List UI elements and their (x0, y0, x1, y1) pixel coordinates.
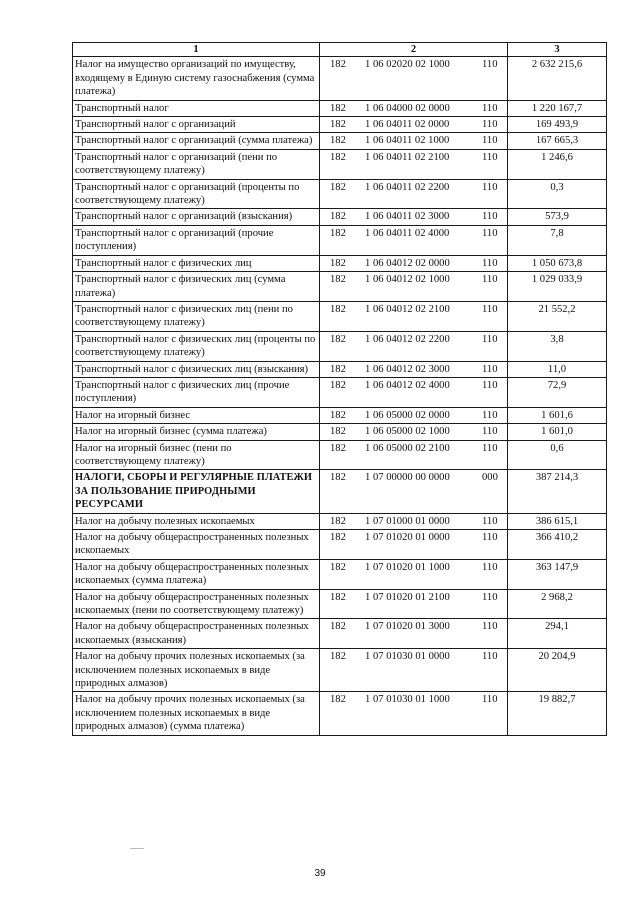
classification-code: 1 06 04011 02 2200 (365, 181, 450, 193)
revenue-name-cell: Налог на имущество организаций по имуществу, входящему в Единую систему газоснабжения (сумма платежа) (73, 57, 320, 100)
table-row (73, 649, 607, 692)
amount-cell: 7,8 (508, 225, 607, 255)
classification-code: 1 07 01020 01 0000 (365, 532, 450, 543)
column-header-2: 2 (320, 43, 508, 57)
table-row (73, 100, 607, 116)
subcode: 110 (482, 651, 498, 663)
budget-code-cell (320, 100, 508, 116)
budget-revenue-table (72, 42, 607, 736)
amount-cell: 0,3 (508, 179, 607, 209)
budget-code-cell (320, 530, 508, 560)
subcode: 110 (482, 102, 498, 114)
budget-code-cell (320, 692, 508, 735)
budget-code-cell (320, 589, 508, 619)
table-row (73, 179, 607, 209)
classification-code: 1 07 01030 01 0000 (365, 651, 450, 663)
amount-cell: 294,1 (508, 619, 607, 649)
budget-code-cell (320, 272, 508, 302)
revenue-name-cell: Транспортный налог с организаций (взыскания) (73, 209, 320, 225)
budget-code-cell (320, 619, 508, 649)
subcode: 110 (482, 426, 498, 438)
amount-cell: 20 204,9 (508, 649, 607, 692)
revenue-name-cell: Налог на добычу прочих полезных ископаемых (за исключением полезных ископаемых в виде природных алмазов) (73, 649, 320, 692)
amount-cell: 363 147,9 (508, 559, 607, 589)
classification-code: 1 06 04000 02 0000 (365, 102, 450, 114)
amount-cell: 72,9 (508, 377, 607, 407)
table-row (73, 692, 607, 735)
subcode: 110 (482, 257, 498, 269)
classification-code: 1 06 04012 02 2100 (365, 303, 450, 315)
amount-cell: 573,9 (508, 209, 607, 225)
classification-code: 1 06 05000 02 1000 (365, 426, 450, 438)
revenue-name-cell: Налог на добычу общераспространенных полезных ископаемых (73, 530, 320, 560)
amount-cell: 1 050 673,8 (508, 255, 607, 271)
subcode: 110 (482, 274, 498, 286)
table-row (73, 589, 607, 619)
revenue-name-cell: Налог на игорный бизнес (пени по соответствующему платежу) (73, 440, 320, 470)
subcode: 110 (482, 694, 498, 706)
budget-code-cell (320, 179, 508, 209)
subcode: 110 (482, 515, 498, 527)
amount-cell: 1 220 167,7 (508, 100, 607, 116)
classification-code: 1 07 01020 01 2100 (365, 591, 450, 603)
revenue-name-cell: Транспортный налог с физических лиц (сумма платежа) (73, 272, 320, 302)
budget-code-cell (320, 149, 508, 179)
budget-code-cell (320, 649, 508, 692)
classification-code: 1 07 01030 01 1000 (365, 694, 450, 706)
amount-cell: 2 968,2 (508, 589, 607, 619)
revenue-name-cell: Налог на добычу общераспространенных полезных ископаемых (взыскания) (73, 619, 320, 649)
budget-code-cell (320, 513, 508, 529)
subcode: 110 (482, 119, 498, 131)
classification-code: 1 06 02020 02 1000 (365, 59, 450, 71)
table-row (73, 57, 607, 100)
revenue-name-cell: Транспортный налог с организаций (прочие поступления) (73, 225, 320, 255)
table-row (73, 619, 607, 649)
administrator-code: 182 (330, 257, 346, 269)
budget-code-cell (320, 209, 508, 225)
administrator-code: 182 (330, 151, 346, 163)
amount-cell: 1 246,6 (508, 149, 607, 179)
revenue-name-cell: Транспортный налог с организаций (проценты по соответствующему платежу) (73, 179, 320, 209)
amount-cell: 3,8 (508, 331, 607, 361)
administrator-code: 182 (330, 135, 346, 147)
administrator-code: 182 (330, 532, 346, 543)
table-row (73, 149, 607, 179)
revenue-name-cell: Налог на добычу прочих полезных ископаемых (за исключением полезных ископаемых в виде природных алмазов) (сумма платежа) (73, 692, 320, 735)
budget-code-cell (320, 424, 508, 440)
revenue-name-cell: Налог на игорный бизнес (сумма платежа) (73, 424, 320, 440)
subcode: 110 (482, 135, 498, 147)
subcode: 110 (482, 409, 498, 421)
administrator-code: 182 (330, 426, 346, 438)
table-row (73, 301, 607, 331)
administrator-code: 182 (330, 379, 346, 391)
budget-code-cell (320, 331, 508, 361)
classification-code: 1 06 04011 02 2100 (365, 151, 450, 163)
revenue-name-cell: Транспортный налог с физических лиц (пени по соответствующему платежу) (73, 301, 320, 331)
subcode: 110 (482, 303, 498, 315)
revenue-name-cell: Транспортный налог с организаций (пени по соответствующему платежу) (73, 149, 320, 179)
budget-code-cell (320, 407, 508, 423)
subcode: 110 (482, 59, 498, 71)
subcode: 110 (482, 532, 498, 543)
revenue-name-cell: Налог на добычу общераспространенных полезных ископаемых (сумма платежа) (73, 559, 320, 589)
column-header-3: 3 (508, 43, 607, 57)
subcode: 110 (482, 379, 498, 391)
administrator-code: 182 (330, 303, 346, 315)
revenue-name-cell: Транспортный налог (73, 100, 320, 116)
revenue-name-cell: Транспортный налог с физических лиц (73, 255, 320, 271)
column-header-1: 1 (73, 43, 320, 57)
amount-cell: 386 615,1 (508, 513, 607, 529)
table-row (73, 440, 607, 470)
administrator-code: 182 (330, 515, 346, 527)
revenue-name-cell: Транспортный налог с организаций (73, 117, 320, 133)
amount-cell: 169 493,9 (508, 117, 607, 133)
budget-code-cell (320, 117, 508, 133)
budget-code-cell (320, 377, 508, 407)
classification-code: 1 06 04011 02 1000 (365, 135, 450, 147)
revenue-name-cell: Транспортный налог с физических лиц (взыскания) (73, 361, 320, 377)
table-row (73, 470, 607, 513)
classification-code: 1 06 04011 02 4000 (365, 227, 450, 239)
classification-code: 1 06 04011 02 3000 (365, 211, 450, 223)
subcode: 110 (482, 621, 498, 633)
table-row (73, 530, 607, 560)
amount-cell: 1 601,6 (508, 407, 607, 423)
table-row (73, 559, 607, 589)
administrator-code: 182 (330, 694, 346, 706)
classification-code: 1 06 04012 02 3000 (365, 363, 450, 375)
table-body (73, 57, 607, 735)
table-row (73, 377, 607, 407)
classification-code: 1 06 04011 02 0000 (365, 119, 450, 131)
classification-code: 1 07 01020 01 3000 (365, 621, 450, 633)
subcode: 110 (482, 227, 498, 239)
budget-code-cell (320, 440, 508, 470)
budget-code-cell (320, 57, 508, 100)
amount-cell: 2 632 215,6 (508, 57, 607, 100)
table-row (73, 331, 607, 361)
classification-code: 1 07 01000 01 0000 (365, 515, 450, 527)
revenue-name-cell: Транспортный налог с физических лиц (проценты по соответствующему платежу) (73, 331, 320, 361)
revenue-name-cell: Налог на игорный бизнес (73, 407, 320, 423)
revenue-name-cell: Налог на добычу общераспространенных полезных ископаемых (пени по соответствующему платежу) (73, 589, 320, 619)
classification-code: 1 06 04012 02 2200 (365, 333, 450, 345)
revenue-name-cell: Транспортный налог с физических лиц (прочие поступления) (73, 377, 320, 407)
subcode: 110 (482, 211, 498, 223)
administrator-code: 182 (330, 591, 346, 603)
subcode: 110 (482, 181, 498, 193)
administrator-code: 182 (330, 119, 346, 131)
administrator-code: 182 (330, 651, 346, 663)
subcode: 110 (482, 363, 498, 375)
table-row (73, 361, 607, 377)
table-row (73, 255, 607, 271)
administrator-code: 182 (330, 59, 346, 71)
classification-code: 1 07 01020 01 1000 (365, 561, 450, 573)
classification-code: 1 06 04012 02 4000 (365, 379, 450, 391)
budget-code-cell (320, 361, 508, 377)
classification-code: 1 06 04012 02 1000 (365, 274, 450, 286)
amount-cell: 1 601,0 (508, 424, 607, 440)
revenue-name-cell: Транспортный налог с организаций (сумма платежа) (73, 133, 320, 149)
amount-cell: 21 552,2 (508, 301, 607, 331)
table-row (73, 407, 607, 423)
budget-code-cell (320, 133, 508, 149)
administrator-code: 182 (330, 333, 346, 345)
subcode: 110 (482, 442, 498, 454)
administrator-code: 182 (330, 472, 346, 484)
budget-code-cell (320, 470, 508, 513)
table-row (73, 513, 607, 529)
classification-code: 1 06 05000 02 0000 (365, 409, 450, 421)
administrator-code: 182 (330, 561, 346, 573)
classification-code: 1 06 05000 02 2100 (365, 442, 450, 454)
amount-cell: 167 665,3 (508, 133, 607, 149)
table-row (73, 225, 607, 255)
revenue-name-cell: НАЛОГИ, СБОРЫ И РЕГУЛЯРНЫЕ ПЛАТЕЖИ ЗА ПОЛЬЗОВАНИЕ ПРИРОДНЫМИ РЕСУРСАМИ (73, 470, 320, 513)
budget-code-cell (320, 255, 508, 271)
administrator-code: 182 (330, 621, 346, 633)
administrator-code: 182 (330, 274, 346, 286)
table-row (73, 117, 607, 133)
subcode: 110 (482, 333, 498, 345)
table-row (73, 272, 607, 302)
subcode: 000 (482, 472, 498, 484)
classification-code: 1 06 04012 02 0000 (365, 257, 450, 269)
table-row (73, 133, 607, 149)
administrator-code: 182 (330, 442, 346, 454)
table-row (73, 424, 607, 440)
amount-cell: 387 214,3 (508, 470, 607, 513)
budget-code-cell (320, 225, 508, 255)
administrator-code: 182 (330, 181, 346, 193)
table-header-row (73, 43, 607, 57)
scan-mark (130, 848, 144, 849)
subcode: 110 (482, 151, 498, 163)
amount-cell: 0,6 (508, 440, 607, 470)
amount-cell: 1 029 033,9 (508, 272, 607, 302)
page-number: 39 (314, 868, 326, 879)
administrator-code: 182 (330, 227, 346, 239)
administrator-code: 182 (330, 211, 346, 223)
administrator-code: 182 (330, 363, 346, 375)
administrator-code: 182 (330, 409, 346, 421)
amount-cell: 366 410,2 (508, 530, 607, 560)
budget-code-cell (320, 301, 508, 331)
budget-code-cell (320, 559, 508, 589)
amount-cell: 19 882,7 (508, 692, 607, 735)
subcode: 110 (482, 561, 498, 573)
revenue-name-cell: Налог на добычу полезных ископаемых (73, 513, 320, 529)
amount-cell: 11,0 (508, 361, 607, 377)
administrator-code: 182 (330, 102, 346, 114)
classification-code: 1 07 00000 00 0000 (365, 472, 450, 484)
subcode: 110 (482, 591, 498, 603)
table-row (73, 209, 607, 225)
